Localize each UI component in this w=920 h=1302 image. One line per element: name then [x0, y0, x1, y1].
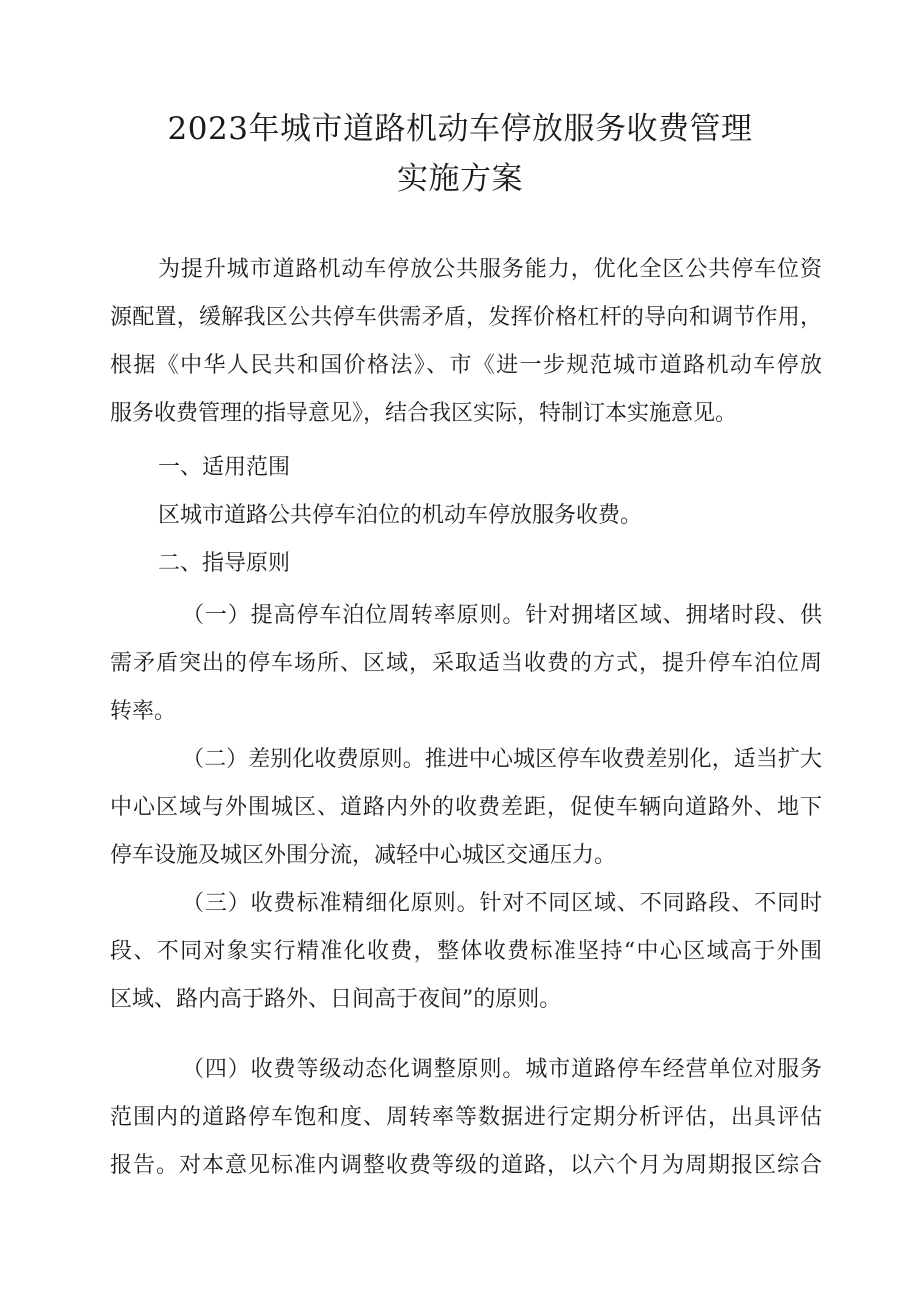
scope-paragraph — [110, 492, 822, 540]
principle-2-paragraph — [110, 736, 822, 880]
section-heading: 一、适用范围 — [158, 455, 291, 480]
paragraph-line: 区域、路内高于路外、日间高于夜间”的原则。 — [110, 987, 562, 1012]
intro-paragraph — [110, 246, 822, 438]
paragraph-line: 报告。对本意见标准内调整收费等级的道路，以六个月为周期报区综合 — [110, 1153, 822, 1178]
paragraph-line: 服务收费管理的指导意见》，结合我区实际，特制订本实施意见。 — [110, 401, 738, 426]
principle-3-paragraph — [110, 880, 822, 1024]
paragraph-line: 转率。 — [110, 699, 177, 724]
principle-4-paragraph — [110, 1046, 822, 1190]
section-heading-principles — [110, 540, 822, 588]
paragraph-line: （一）提高停车泊位周转率原则。针对拥堵区域、拥堵时段、供 — [182, 603, 822, 628]
paragraph-line: 停车设施及城区外围分流，减轻中心城区交通压力。 — [110, 843, 617, 868]
paragraph-line: 为提升城市道路机动车停放公共服务能力，优化全区公共停车位资 — [158, 257, 822, 282]
paragraph-line: （四）收费等级动态化调整原则。城市道路停车经营单位对服务 — [182, 1057, 822, 1082]
paragraph-line: 源配置，缓解我区公共停车供需矛盾，发挥价格杠杆的导向和调节作用， — [110, 305, 822, 330]
document-title-line-1: 2023年城市道路机动车停放服务收费管理 — [167, 111, 753, 147]
paragraph-line: 范围内的道路停车饱和度、周转率等数据进行定期分析评估，出具评估 — [110, 1105, 822, 1130]
paragraph-line: 中心区域与外围城区、道路内外的收费差距，促使车辆向道路外、地下 — [110, 795, 822, 820]
paragraph-line: 需矛盾突出的停车场所、区域，采取适当收费的方式，提升停车泊位周 — [110, 651, 822, 676]
paragraph-line: （三）收费标准精细化原则。针对不同区域、不同路段、不同时 — [182, 891, 822, 916]
document-title-line-2: 实施方案 — [397, 161, 523, 197]
paragraph-line: 根据《中华人民共和国价格法》、市《进一步规范城市道路机动车停放 — [110, 353, 822, 378]
principle-1-paragraph — [110, 592, 822, 736]
section-heading-scope — [110, 444, 822, 492]
paragraph-line: 区城市道路公共停车泊位的机动车停放服务收费。 — [158, 503, 643, 528]
paragraph-line: （二）差别化收费原则。推进中心城区停车收费差别化，适当扩大 — [182, 747, 822, 772]
section-heading: 二、指导原则 — [158, 551, 291, 576]
paragraph-line: 段、不同对象实行精准化收费，整体收费标准坚持“中心区域高于外围 — [110, 939, 822, 964]
